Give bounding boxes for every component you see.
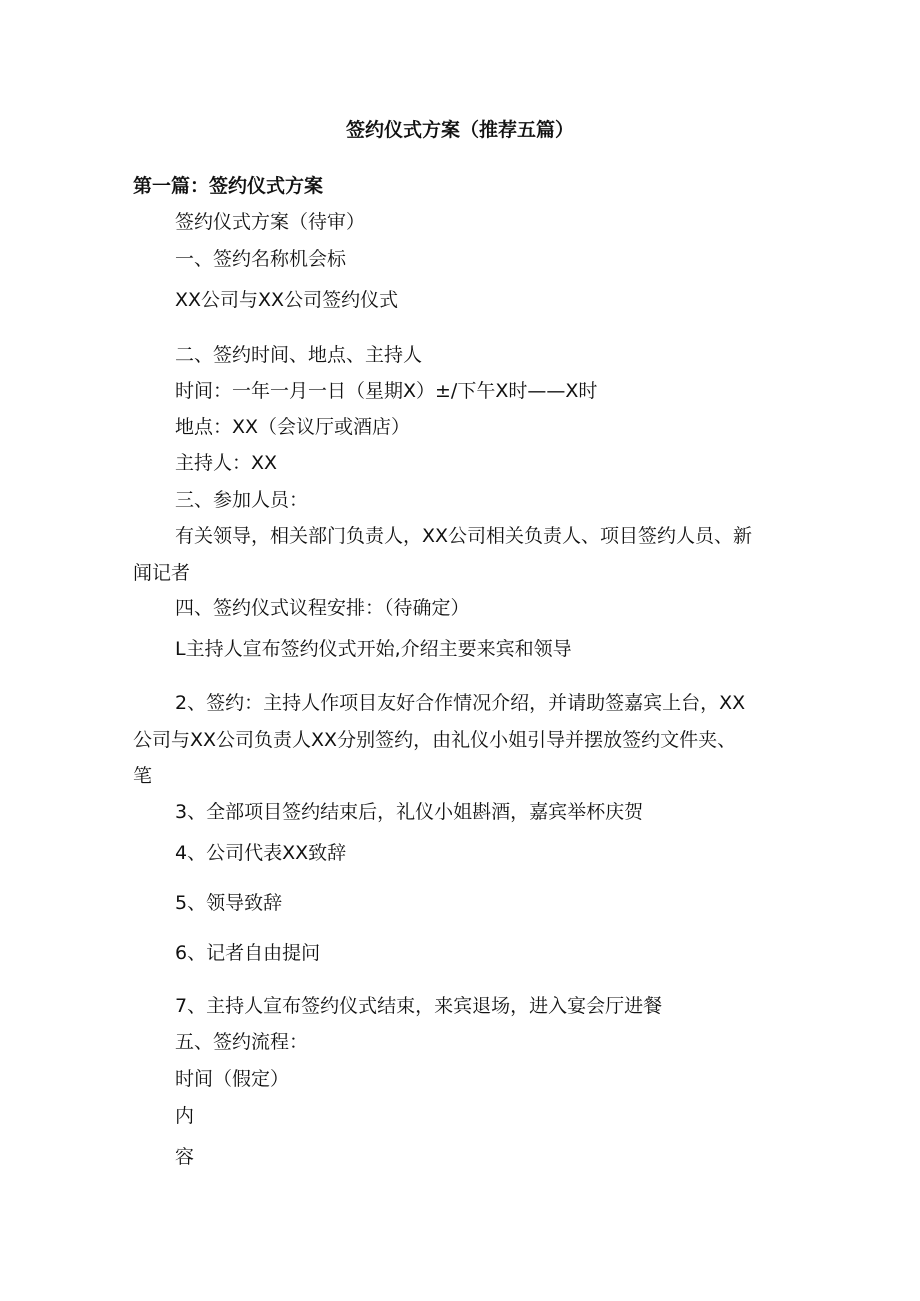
section-one-heading: 一、签约名称机会标 <box>175 248 347 270</box>
agenda-item-2-line2: 公司与XX公司负责人XX分别签约，由礼仪小姐引导并摆放签约文件夹、 <box>133 729 737 751</box>
agenda-item-4: 4、公司代表XX致辞 <box>175 842 347 864</box>
agenda-item-1: L主持人宣布签约仪式开始,介绍主要来宾和领导 <box>175 638 572 660</box>
section-one-body: XX公司与XX公司签约仪式 <box>175 289 399 311</box>
agenda-item-2-line1: 2、签约：主持人作项目友好合作情况介绍，并请助签嘉宾上台，XX <box>175 692 746 714</box>
flow-content-label-part1: 内 <box>175 1105 195 1127</box>
time-line: 时间：一年一月一日（星期X）±∕下午X时——X时 <box>175 380 598 402</box>
agenda-item-7: 7、主持人宣布签约仪式结束，来宾退场，进入宴会厅进餐 <box>175 995 663 1017</box>
section-three-body-line1: 有关领导，相关部门负责人，XX公司相关负责人、项目签约人员、新 <box>175 525 753 547</box>
agenda-item-3: 3、全部项目签约结束后，礼仪小姐斟酒，嘉宾举杯庆贺 <box>175 801 644 823</box>
agenda-item-6: 6、记者自由提问 <box>175 942 321 964</box>
section-two-heading: 二、签约时间、地点、主持人 <box>175 344 423 366</box>
section-three-heading: 三、参加人员： <box>175 489 309 511</box>
flow-time-label: 时间（假定） <box>175 1068 290 1090</box>
subtitle-line: 签约仪式方案（待审） <box>175 211 366 233</box>
flow-content-label-part2: 容 <box>175 1146 195 1168</box>
agenda-item-2-line3: 笔 <box>133 765 153 787</box>
place-line: 地点：XX（会议厅或酒店） <box>175 416 411 438</box>
section-five-heading: 五、签约流程： <box>175 1031 309 1053</box>
host-line: 主持人：XX <box>175 452 278 474</box>
agenda-item-5: 5、领导致辞 <box>175 892 283 914</box>
document-title: 签约仪式方案（推荐五篇） <box>345 119 574 141</box>
section-four-heading: 四、签约仪式议程安排：（待确定） <box>175 597 470 619</box>
section-three-body-line2: 闻记者 <box>133 562 191 584</box>
section-heading: 第一篇：签约仪式方案 <box>133 175 324 197</box>
